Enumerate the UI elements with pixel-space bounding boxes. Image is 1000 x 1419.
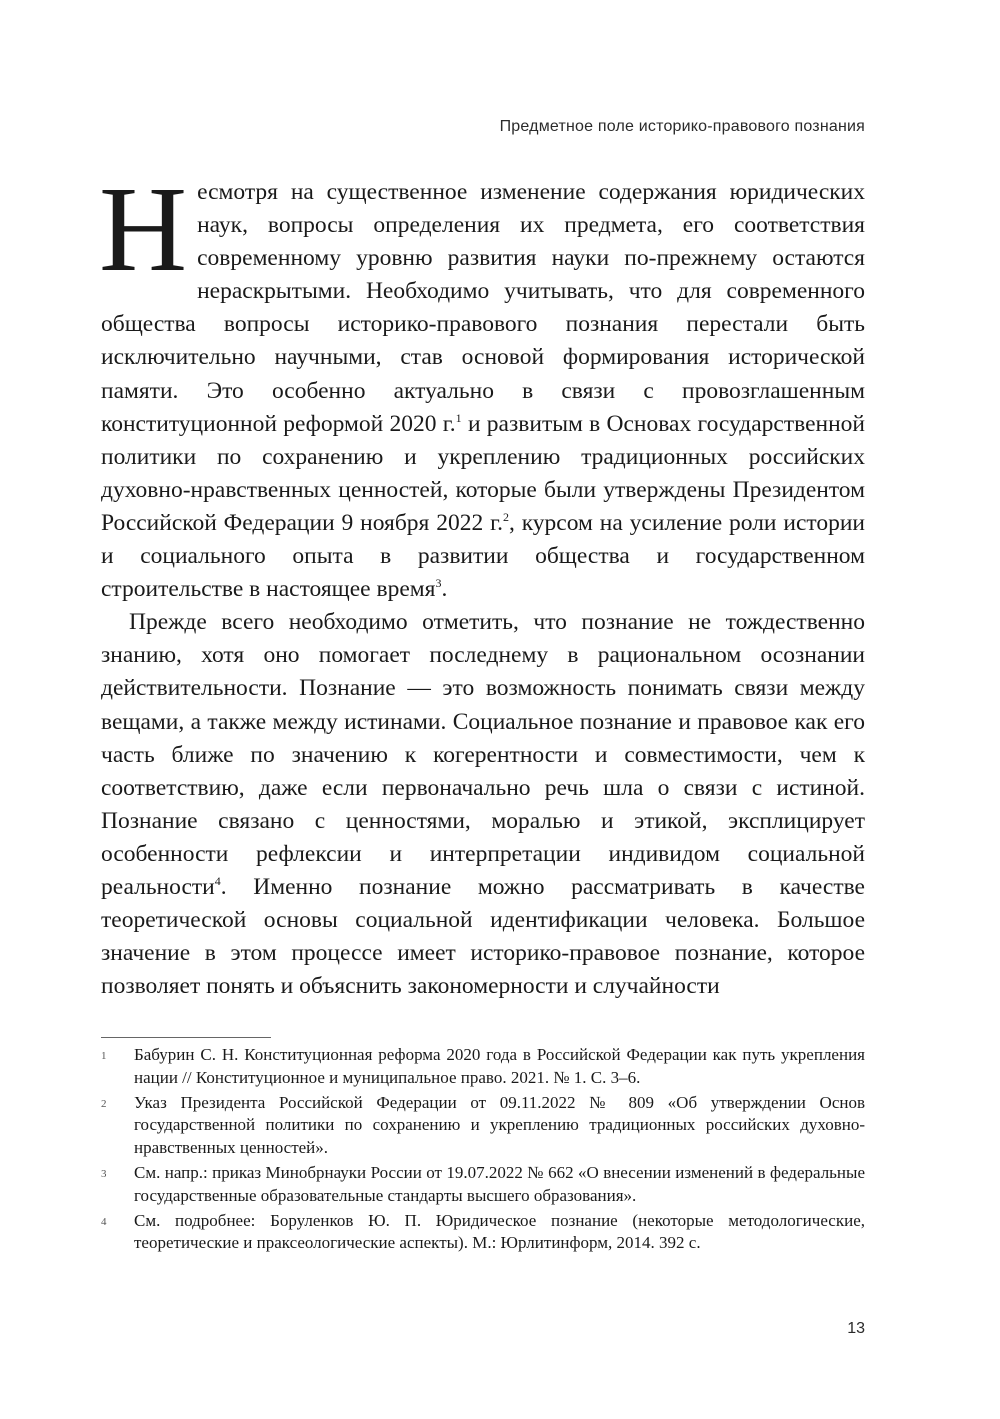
paragraph-1-text-1: есмотря на существенное изменение содержания юридических наук, вопросы определения их предмета, его соответствия современному уровню развития науки по-прежнему остаются нераскрытыми. Необходимо учитывать, что для современного общества вопросы историко-правового познания перестали быть исключительно научными, став основой формирования исторической памяти. Это особенно актуально в связи с провозглашенным конституционной реформой 2020 г. bbox=[101, 179, 865, 437]
footnote-text: См. подробнее: Боруленков Ю. П. Юридическое познание (некоторые методологические, теоретические и праксеологические аспекты). М.: Юрлитинформ, 2014. 392 с. bbox=[134, 1210, 865, 1253]
paragraph-2-text-1: Прежде всего необходимо отметить, что познание не тождественно знанию, хотя оно помогает последнему в рациональном осознании действительности. Познание — это возможность понимать связи между вещами, а также между истинами. Социальное познание и правовое как его часть ближе по значению к когерентности и совместимости, чем к соответствию, даже если первоначально речь шла о связи с истиной. Познание связано с ценностями, моралью и этикой, эксплицирует особенности рефлексии и интерпретации индивидом социальной реальности bbox=[101, 609, 865, 900]
footnote-2 bbox=[101, 1092, 865, 1160]
footnote-text: Бабурин С. Н. Конституционная реформа 2020 года в Российской Федерации как путь укрепления нации // Конституционное и муниципальное право. 2021. № 1. С. 3–6. bbox=[134, 1045, 865, 1087]
running-head: Предметное поле историко-правового познания bbox=[499, 118, 865, 135]
drop-cap: Н bbox=[99, 162, 188, 297]
footnote-4 bbox=[101, 1210, 865, 1256]
paragraph-1 bbox=[99, 162, 865, 606]
paragraph-2 bbox=[101, 606, 865, 1003]
footnote-number: 2 bbox=[101, 1097, 107, 1110]
footnote-number: 3 bbox=[101, 1167, 107, 1180]
paragraph-1-text-3: , курсом на усиление роли истории и социального опыта в развитии общества и государственном строительстве в настоящее время bbox=[101, 509, 865, 603]
page-number: 13 bbox=[847, 1320, 865, 1337]
footnote-ref-4[interactable]: 4 bbox=[214, 873, 221, 888]
footnote-1 bbox=[101, 1044, 865, 1090]
footnote-ref-1[interactable]: 1 bbox=[455, 410, 462, 425]
footnote-ref-2[interactable]: 2 bbox=[502, 509, 509, 524]
footnote-text: Указ Президента Российской Федерации от 09.11.2022 № 809 «Об утверждении Основ государственной политики по сохранению и укреплению традиционных российских духовно-нравственных ценностей». bbox=[134, 1092, 865, 1158]
footnote-3 bbox=[101, 1162, 865, 1208]
footnote-number: 4 bbox=[101, 1215, 107, 1228]
footnotes bbox=[101, 1044, 865, 1257]
paragraph-2-text-2: . Именно познание можно рассматривать в качестве теоретической основы социальной идентификации человека. Большое значение в этом процессе имеет историко-правовое познание, которое позволяет понять и объяснить закономерности и случайности bbox=[101, 873, 865, 1000]
main-text bbox=[99, 162, 865, 1003]
footnote-number: 1 bbox=[101, 1050, 107, 1062]
paragraph-1-text-4: . bbox=[441, 576, 448, 603]
footnote-text: См. напр.: приказ Минобрнауки России от 19.07.2022 № 662 «О внесении изменений в федеральные государственные образовательные стандарты высшего образования». bbox=[134, 1162, 865, 1205]
footnote-separator bbox=[101, 1037, 271, 1038]
footnote-ref-3[interactable]: 3 bbox=[435, 576, 442, 591]
paragraph-1-text-2: и развитым в Основах государственной политики по сохранению и укреплению традиционных российских духовно-нравственных ценностей, которые были утверждены Президентом Российской Федерации 9 ноября 2022 г. bbox=[101, 410, 865, 536]
